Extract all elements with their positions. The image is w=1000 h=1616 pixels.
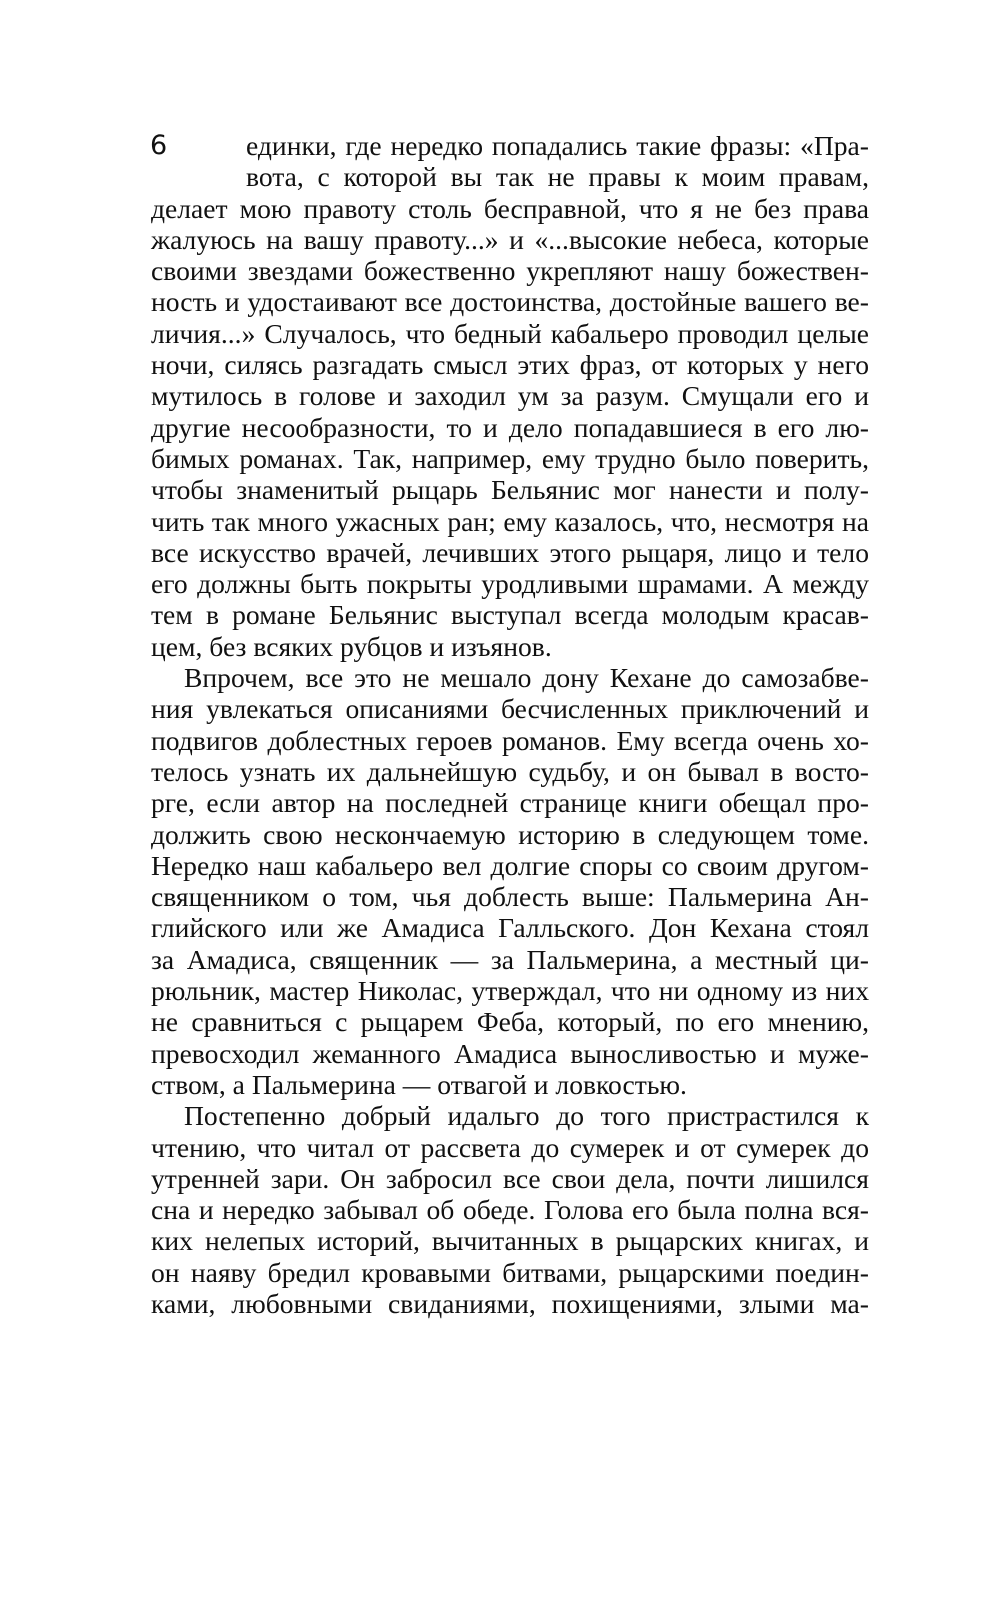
paragraph-first-line: Впрочем, все это не мешало дону Кехане до самозабве- (184, 662, 869, 694)
text-line: не сравниться с рыцарем Феба, который, по его мнению, (151, 1006, 869, 1038)
paragraph-first-line: Постепенно добрый идальго до того пристрастился к (184, 1100, 869, 1132)
page-number: 6 (150, 130, 168, 161)
text-line: священником о том, чья доблесть выше: Пальмерина Ан- (151, 881, 869, 913)
text-line: своими звездами божественно укрепляют нашу божествен- (151, 255, 869, 287)
text-line: чтобы знаменитый рыцарь Бельянис мог нанести и полу- (151, 474, 869, 506)
text-line: личия...» Случалось, что бедный кабальеро проводил целые (151, 317, 869, 349)
text-line: ких нелепых историй, вычитанных в рыцарских книгах, и (151, 1225, 869, 1257)
text-line: вота, с которой вы так не правы к моим правам, (246, 161, 869, 193)
text-line: тем в романе Бельянис выступал всегда молодым красав- (151, 599, 869, 631)
body-text (151, 130, 869, 1319)
text-line: все искусство врачей, лечивших этого рыцаря, лицо и тело (151, 536, 869, 568)
text-line: телось узнать их дальнейшую судьбу, и он бывал в восто- (151, 755, 869, 787)
text-line: превосходил жеманного Амадиса выносливостью и муже- (151, 1037, 869, 1069)
text-line: чить так много ужасных ран; ему казалось, что, несмотря на (151, 505, 869, 537)
text-line: рге, если автор на последней странице книги обещал про- (151, 787, 869, 819)
text-line: мутилось в голове и заходил ум за разум. Смущали его и (151, 380, 869, 412)
text-line: ством, а Пальмерина — отвагой и ловкостью. (151, 1068, 687, 1100)
text-line: чтению, что читал от рассвета до сумерек и от сумерек до (151, 1131, 869, 1163)
text-line: жалуюсь на вашу правоту...» и «...высокие небеса, которые (151, 223, 869, 255)
text-line: цем, без всяких рубцов и изъянов. (151, 630, 552, 662)
text-line: единки, где нередко попадались такие фразы: «Пра- (246, 130, 869, 161)
text-line: сна и нередко забывал об обеде. Голова его была полна вся- (151, 1194, 869, 1226)
text-line: глийского или же Амадиса Галльского. Дон Кехана стоял (151, 912, 869, 944)
text-line: должить свою нескончаемую историю в следующем томе. (151, 818, 869, 850)
text-line: рюльник, мастер Николас, утверждал, что ни одному из них (151, 975, 869, 1007)
text-line: ками, любовными свиданиями, похищениями, злыми ма- (151, 1287, 869, 1319)
text-line: утренней зари. Он забросил все свои дела, почти лишился (151, 1162, 869, 1194)
text-line: ния увлекаться описаниями бесчисленных приключений и (151, 693, 869, 725)
text-line: Нередко наш кабальеро вел долгие споры со своим другом- (151, 849, 869, 881)
text-line: ность и удостаивают все достоинства, достойные вашего ве- (151, 286, 869, 318)
text-line: он наяву бредил кровавыми битвами, рыцарскими поедин- (151, 1256, 869, 1288)
text-line: делает мою правоту столь бесправной, что я не без права (151, 192, 869, 224)
text-line: подвигов доблестных героев романов. Ему всегда очень хо- (151, 724, 869, 756)
text-line: его должны быть покрыты уродливыми шрамами. А между (151, 568, 869, 600)
text-line: другие несообразности, то и дело попадавшиеся в его лю- (151, 411, 869, 443)
text-line: за Амадиса, священник — за Пальмерина, а местный ци- (151, 943, 869, 975)
text-line: ночи, силясь разгадать смысл этих фраз, от которых у него (151, 349, 869, 381)
text-line: бимых романах. Так, например, ему трудно было поверить, (151, 442, 869, 474)
